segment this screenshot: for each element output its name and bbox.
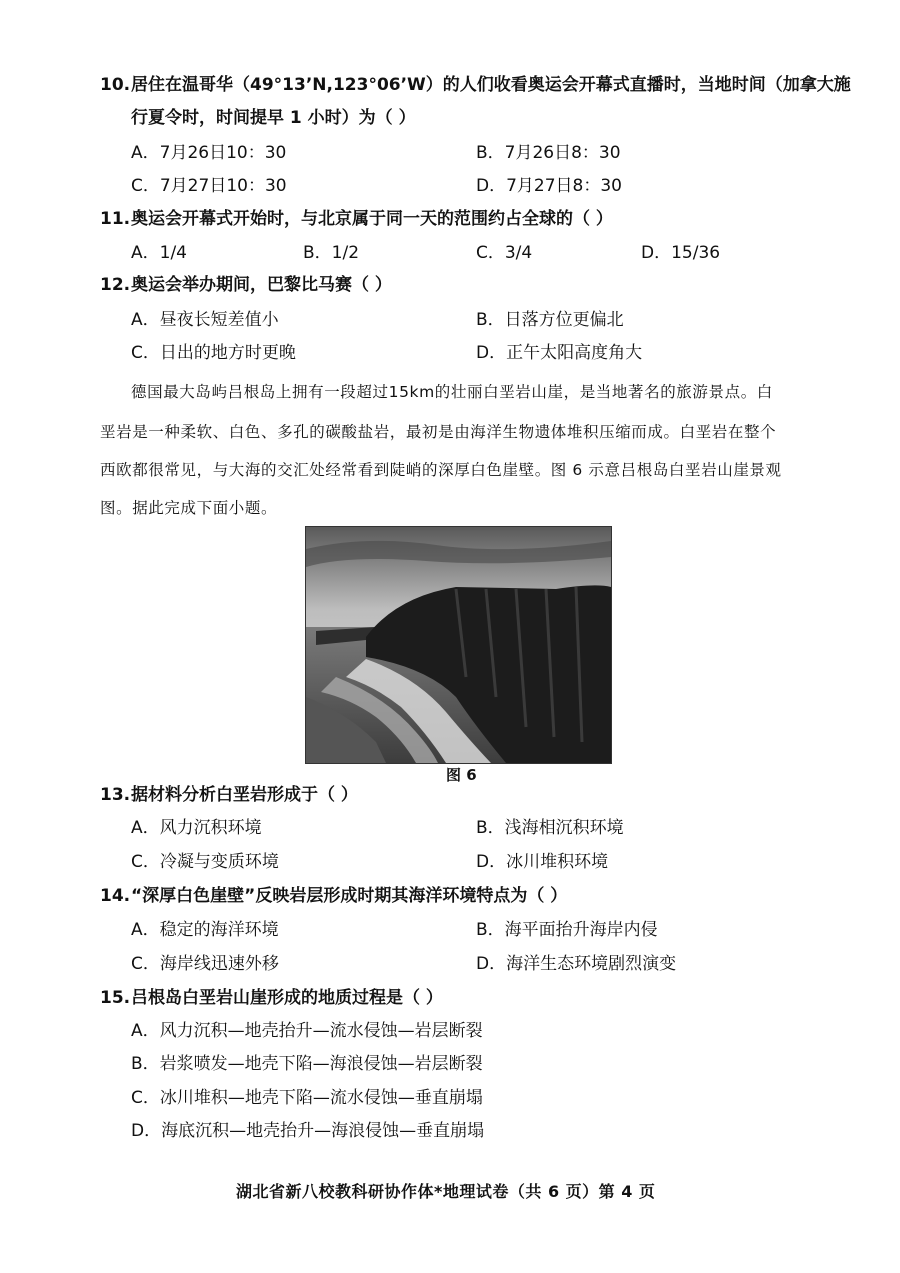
question-11-option-d: D．15/36 [641, 243, 721, 263]
question-11-option-b: B．1/2 [303, 243, 360, 263]
question-13-option-d: D．冰川堆积环境 [476, 852, 609, 872]
cliff-photo [305, 526, 612, 764]
question-10-number: 10. [100, 75, 131, 95]
question-15-option-c: C．冰川堆积—地壳下陷—流水侵蚀—垂直崩塌 [131, 1088, 483, 1108]
question-13-option-a: A．风力沉积环境 [131, 818, 262, 838]
question-10-option-a: A．7月26日10：30 [131, 143, 287, 163]
question-13-option-b: B．浅海相沉积环境 [476, 818, 624, 838]
figure-caption: 图 6 [446, 766, 477, 784]
page-footer: 湖北省新八校教科研协作体*地理试卷（共 6 页）第 4 页 [236, 1182, 656, 1201]
question-10-stem-line-1: 居住在温哥华（49°13’N,123°06’W）的人们收看奥运会开幕式直播时，当地时间（加拿大施 [131, 75, 851, 95]
question-11-stem: 奥运会开幕式开始时，与北京属于同一天的范围约占全球的（ ） [131, 209, 613, 229]
question-15-option-d: D．海底沉积—地壳抬升—海浪侵蚀—垂直崩塌 [131, 1121, 485, 1141]
question-10-option-c: C．7月27日10：30 [131, 176, 287, 196]
question-11-number: 11. [100, 209, 131, 229]
question-14-stem: “深厚白色崖壁”反映岩层形成时期其海洋环境特点为（ ） [131, 886, 568, 906]
question-14-option-b: B．海平面抬升海岸内侵 [476, 920, 658, 940]
question-12-stem: 奥运会举办期间，巴黎比马赛（ ） [131, 275, 392, 295]
question-10-stem-line-2: 行夏令时，时间提早 1 小时）为（ ） [131, 108, 416, 128]
question-10-option-b: B．7月26日8：30 [476, 143, 621, 163]
question-11-option-a: A．1/4 [131, 243, 187, 263]
passage-line-3: 西欧都很常见，与大海的交汇处经常看到陡峭的深厚白色崖壁。图 6 示意吕根岛白垩岩山崖景观 [100, 461, 782, 479]
passage-line-4: 图。据此完成下面小题。 [100, 499, 278, 517]
passage-line-1: 德国最大岛屿吕根岛上拥有一段超过15km的壮丽白垩岩山崖，是当地著名的旅游景点。白 [131, 383, 773, 401]
question-12-option-a: A．昼夜长短差值小 [131, 310, 279, 330]
question-15-option-b: B．岩浆喷发—地壳下陷—海浪侵蚀—岩层断裂 [131, 1054, 483, 1074]
question-14-number: 14. [100, 886, 131, 906]
question-15-number: 15. [100, 988, 131, 1008]
question-14-option-c: C．海岸线迅速外移 [131, 954, 279, 974]
question-13-option-c: C．冷凝与变质环境 [131, 852, 279, 872]
question-13-number: 13. [100, 785, 131, 805]
question-12-number: 12. [100, 275, 131, 295]
question-12-option-c: C．日出的地方时更晚 [131, 343, 296, 363]
question-10-option-d: D．7月27日8：30 [476, 176, 622, 196]
question-13-stem: 据材料分析白垩岩形成于（ ） [131, 785, 358, 805]
question-15-stem: 吕根岛白垩岩山崖形成的地质过程是（ ） [131, 988, 443, 1008]
passage-line-2: 垩岩是一种柔软、白色、多孔的碳酸盐岩，最初是由海洋生物遗体堆积压缩而成。白垩岩在整个 [100, 423, 777, 441]
question-12-option-b: B．日落方位更偏北 [476, 310, 624, 330]
question-12-option-d: D．正午太阳高度角大 [476, 343, 643, 363]
question-14-option-a: A．稳定的海洋环境 [131, 920, 279, 940]
question-14-option-d: D．海洋生态环境剧烈演变 [476, 954, 677, 974]
question-11-option-c: C．3/4 [476, 243, 533, 263]
question-15-option-a: A．风力沉积—地壳抬升—流水侵蚀—岩层断裂 [131, 1021, 483, 1041]
